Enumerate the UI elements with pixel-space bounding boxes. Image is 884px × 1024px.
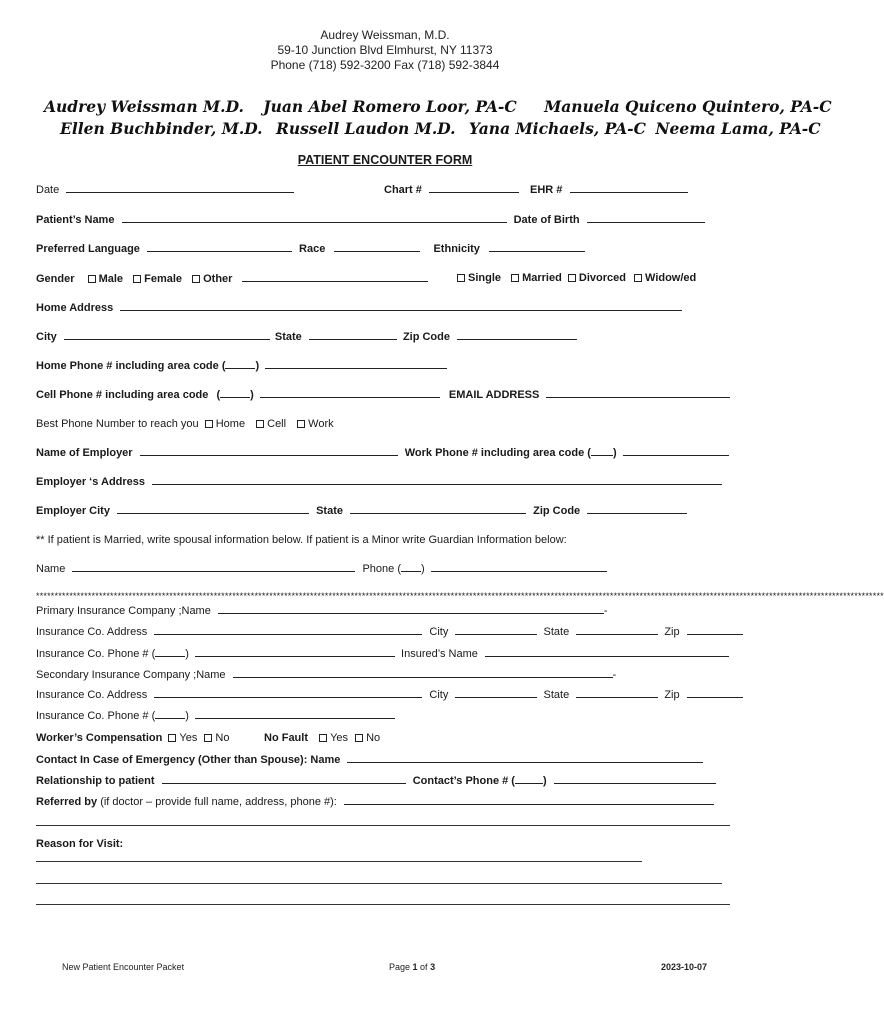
primary-insurance-row: Primary Insurance Company ;Name - [36,605,608,617]
doctor-list-row-1 [44,97,832,116]
best-phone-home-checkbox[interactable] [205,420,213,428]
primary-insurance-name-field[interactable] [218,603,604,614]
city-row: City State Zip Code [36,329,577,344]
widowed-checkbox[interactable] [634,274,642,282]
spouse-guardian-phone-field[interactable] [431,561,607,572]
ehr-number-field[interactable] [570,182,688,193]
reason-for-visit-label: Reason for Visit: [36,838,124,850]
secondary-insurance-address-row: Insurance Co. Address City State Zip [36,687,743,702]
reason-line-1[interactable] [36,861,642,862]
gender-row: Gender Male Female Other [36,271,428,286]
secondary-insurance-city-field[interactable] [455,687,537,698]
footer-date: 2023-10-07 [661,962,708,972]
practice-phone: Phone (718) 592-3200 Fax (718) 592-3844 [270,58,500,72]
employer-address-field[interactable] [152,474,722,485]
reason-line-3[interactable] [36,904,730,905]
secondary-insurance-address-field[interactable] [154,687,422,698]
employer-city-row: Employer City State Zip Code [36,503,687,518]
email-address-field[interactable] [546,387,730,398]
practice-address: 59-10 Junction Blvd Elmhurst, NY 11373 [277,43,493,57]
spouse-guardian-note: ** If patient is Married, write spousal information below. If patient is a Minor write Guardian Information below: [36,534,567,546]
patient-name-row: Patient’s Name Date of Birth [36,212,705,227]
doctor-name: Yana Michaels, PA-C [468,119,646,138]
relationship-field[interactable] [162,773,406,784]
home-phone-field[interactable] [265,358,447,369]
insured-name-field[interactable] [485,646,729,657]
employer-row: Name of Employer Work Phone # including area code ( ) [36,445,729,460]
date-row: Date [36,182,294,197]
home-phone-row: Home Phone # including area code ( ) [36,358,447,373]
workers-comp-row: Worker’s Compensation Yes No [36,732,230,744]
race-field[interactable] [334,241,420,252]
no-fault-yes-checkbox[interactable] [319,734,327,742]
spouse-row: Name Phone ( ) [36,561,607,576]
cell-phone-area-code[interactable] [220,387,250,398]
footer-packet-label: New Patient Encounter Packet [62,962,185,972]
male-checkbox[interactable] [88,275,96,283]
zip-code-field[interactable] [457,329,577,340]
practice-name: Audrey Weissman, M.D. [320,28,450,42]
other-gender-checkbox[interactable] [192,275,200,283]
date-of-birth-field[interactable] [587,212,705,223]
no-fault-no-checkbox[interactable] [355,734,363,742]
doctor-name: Juan Abel Romero Loor, PA-C [263,97,517,116]
home-address-row: Home Address [36,300,682,315]
spouse-phone-area-code[interactable] [401,561,421,572]
doctor-name: Audrey Weissman M.D. [44,97,244,116]
doctor-list-row-2 [60,119,830,138]
cell-phone-field[interactable] [260,387,440,398]
primary-insurance-phone-row: Insurance Co. Phone # ( ) Insured’s Name [36,646,729,661]
marital-status-row: Single Married Divorced Widow/ed [454,271,696,285]
preferred-language-field[interactable] [147,241,292,252]
work-phone-field[interactable] [623,445,729,456]
employer-state-field[interactable] [350,503,526,514]
chart-number-field[interactable] [429,182,519,193]
reason-line-2[interactable] [36,883,722,884]
relationship-row: Relationship to patient Contact’s Phone # ( ) [36,773,716,788]
home-phone-area-code[interactable] [225,358,255,369]
spouse-guardian-name-field[interactable] [72,561,355,572]
secondary-insurance-phone-row: Insurance Co. Phone # ( ) [36,708,395,723]
primary-insurance-city-field[interactable] [455,624,537,635]
secondary-insurance-phone-field[interactable] [195,708,395,719]
work-phone-area-code[interactable] [591,445,613,456]
contact-phone-area-code[interactable] [515,773,543,784]
referred-by-field[interactable] [344,794,714,805]
separator-stars: ************************************************************************************************************************************************************************************************************************************* [36,591,884,601]
emergency-contact-name-field[interactable] [347,752,703,763]
contact-phone-field[interactable] [554,773,716,784]
referred-by-row: Referred by (if doctor – provide full name, address, phone #): [36,794,714,809]
employer-name-field[interactable] [140,445,398,456]
form-title: PATIENT ENCOUNTER FORM [297,153,473,167]
no-fault-row: No Fault Yes No [264,732,381,744]
chart-row: Chart # EHR # [384,182,688,197]
best-phone-work-checkbox[interactable] [297,420,305,428]
married-checkbox[interactable] [511,274,519,282]
best-phone-cell-checkbox[interactable] [256,420,264,428]
secondary-insurance-row: Secondary Insurance Company ;Name - [36,669,617,681]
referred-by-extra-line[interactable] [36,825,730,826]
demographics-row: Preferred Language Race Ethnicity [36,241,585,256]
divorced-checkbox[interactable] [568,274,576,282]
employer-address-row: Employer ‘s Address [36,474,722,489]
primary-insurance-zip-field[interactable] [687,624,743,635]
primary-insurance-address-row: Insurance Co. Address City State Zip [36,624,743,639]
doctor-name: Neema Lama, PA-C [655,119,821,138]
page-number: Page 1 of 3 [389,962,436,972]
doctor-name: Manuela Quiceno Quintero, PA-C [544,97,832,116]
patient-name-field[interactable] [122,212,507,223]
primary-insurance-state-field[interactable] [576,624,658,635]
primary-insurance-phone-field[interactable] [195,646,395,657]
secondary-insurance-area-code[interactable] [155,708,185,719]
ethnicity-field[interactable] [489,241,585,252]
date-field[interactable] [66,182,294,193]
employer-zip-field[interactable] [587,503,687,514]
emergency-contact-row: Contact In Case of Emergency (Other than Spouse): Name [36,752,703,767]
workers-comp-no-checkbox[interactable] [204,734,212,742]
best-phone-row: Best Phone Number to reach you Home Cell Work [36,418,334,430]
other-gender-field[interactable] [242,271,428,282]
doctor-name: Ellen Buchbinder, M.D. [60,119,263,138]
single-checkbox[interactable] [457,274,465,282]
secondary-insurance-name-field[interactable] [233,667,613,678]
primary-insurance-address-field[interactable] [154,624,422,635]
home-address-field[interactable] [120,300,682,311]
primary-insurance-area-code[interactable] [155,646,185,657]
female-checkbox[interactable] [133,275,141,283]
secondary-insurance-zip-field[interactable] [687,687,743,698]
cell-phone-row: Cell Phone # including area code ( ) EMAIL ADDRESS [36,387,730,402]
doctor-name: Russell Laudon M.D. [275,119,456,138]
city-field[interactable] [64,329,270,340]
employer-city-field[interactable] [117,503,309,514]
secondary-insurance-state-field[interactable] [576,687,658,698]
state-field[interactable] [309,329,397,340]
workers-comp-yes-checkbox[interactable] [168,734,176,742]
